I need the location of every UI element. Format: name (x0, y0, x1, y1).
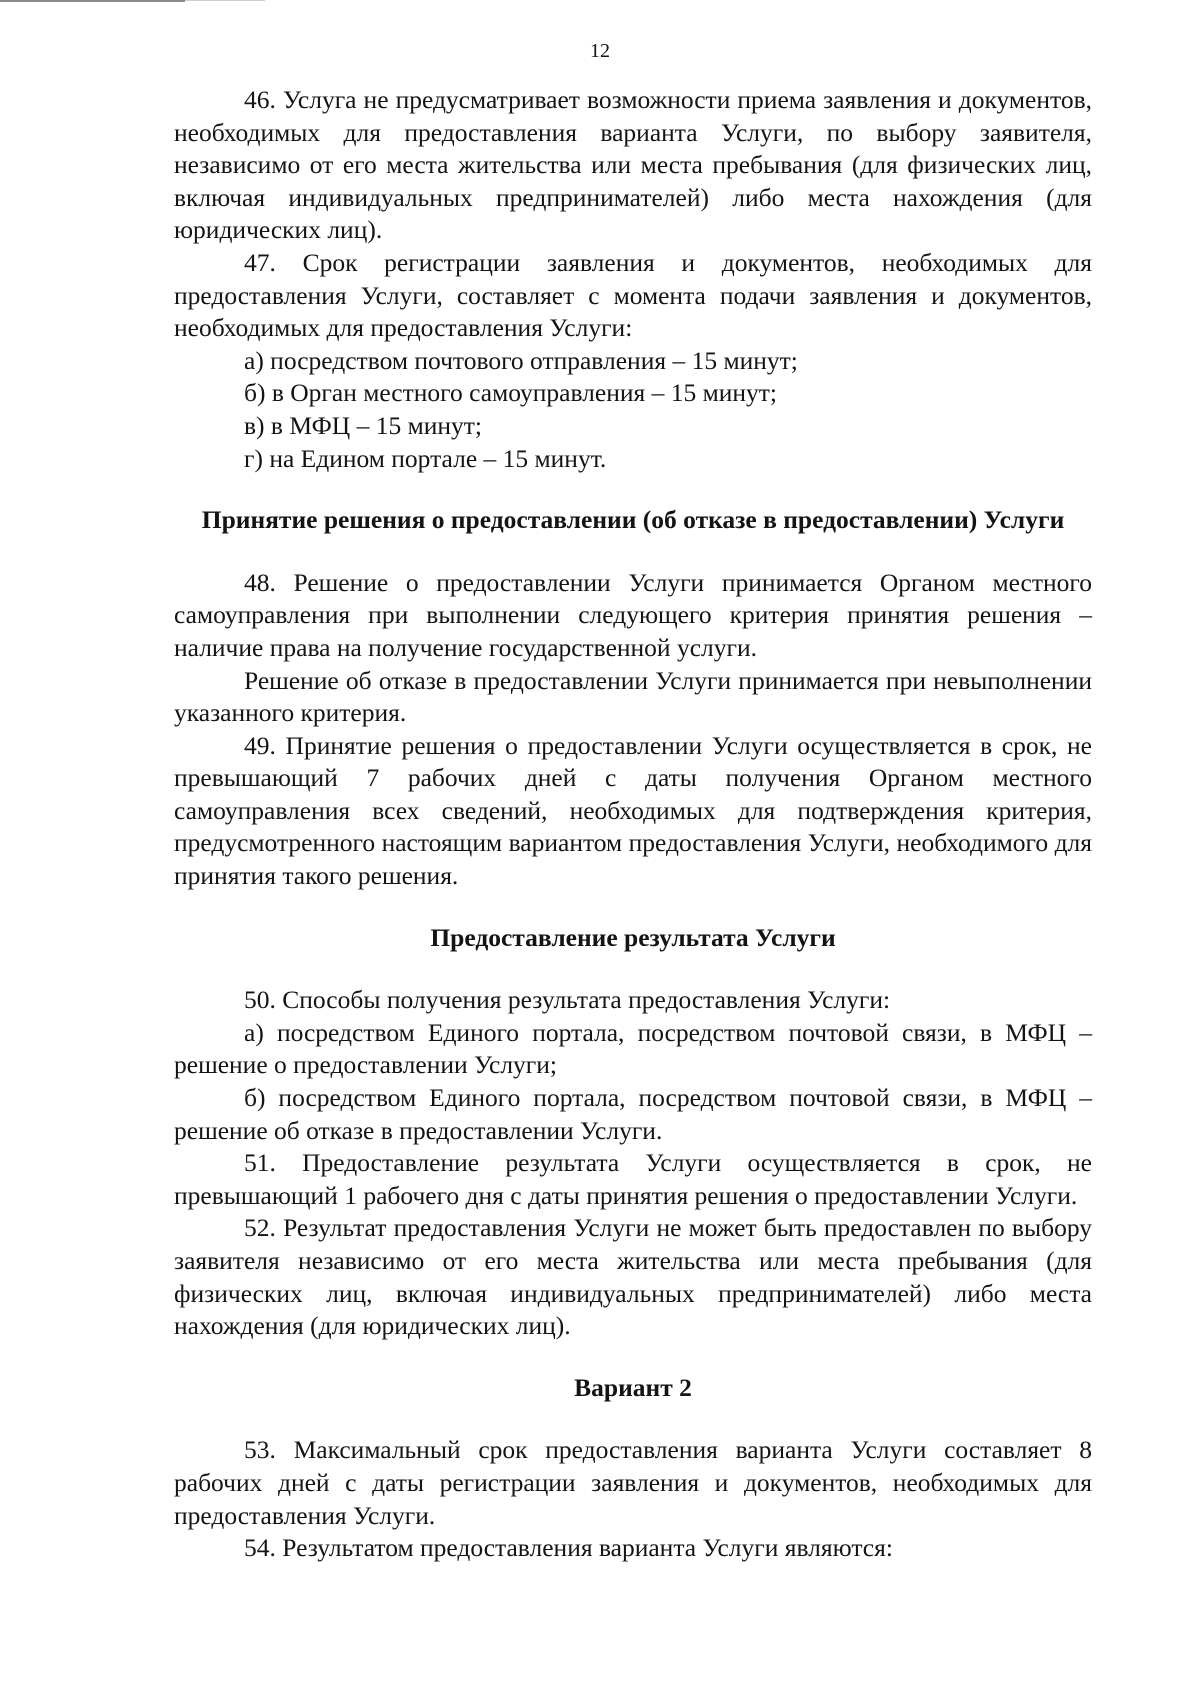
section-heading-variant-2: Вариант 2 (574, 1372, 692, 1402)
paragraph-52: 52. Результат предоставления Услуги не может быть предоставлен по выбору заявителя независимо от его места жительства или места пребывания (для физических лиц, включая индивидуальных предпринимателей) либо места нахождения (для юридических лиц). (174, 1213, 1092, 1341)
paragraph-46: 46. Услуга не предусматривает возможности приема заявления и документов, необходимых для предоставления варианта Услуги, по выбору заявителя, независимо от его места жительства или места пребывания (для физических лиц, включая индивидуальных предпринимателей) либо места нахождения (для юридических лиц). (174, 85, 1092, 245)
list-item-47d: г) на Едином портале – 15 минут. (244, 443, 607, 473)
paragraph-48: 48. Решение о предоставлении Услуги принимается Органом местного самоуправления при выполнении следующего критерия принятия решения – наличие права на получение государственной услуги. (174, 567, 1092, 662)
paragraph-54: 54. Результатом предоставления варианта Услуги являются: (244, 1533, 893, 1563)
scan-edge-line-faint (185, 0, 265, 1)
paragraph-48-refusal: Решение об отказе в предоставлении Услуги принимается при невыполнении указанного критерия. (174, 665, 1092, 728)
paragraph-47: 47. Срок регистрации заявления и документов, необходимых для предоставления Услуги, составляет с момента подачи заявления и документов, необходимых для предоставления Услуги: (174, 247, 1092, 343)
paragraph-51: 51. Предоставление результата Услуги осуществляется в срок, не превышающий 1 рабочего дня с даты принятия решения о предоставлении Услуги. (174, 1148, 1092, 1210)
list-item-47a: а) посредством почтового отправления – 15 минут; (244, 345, 798, 375)
section-heading-decision: Принятие решения о предоставлении (об отказе в предоставлении) Услуги (201, 505, 1065, 535)
paragraph-49: 49. Принятие решения о предоставлении Услуги осуществляется в срок, не превышающий 7 рабочих дней с даты получения Органом местного самоуправления всех сведений, необходимых для подтверждения критерия, предусмотренного настоящим вариантом предоставления Услуги, необходимого для принятия такого решения. (174, 730, 1092, 891)
list-item-47c: в) в МФЦ – 15 минут; (244, 410, 483, 440)
list-item-47b: б) в Орган местного самоуправления – 15 минут; (244, 378, 777, 408)
paragraph-50: 50. Способы получения результата предоставления Услуги: (244, 985, 891, 1015)
paragraph-53: 53. Максимальный срок предоставления варианта Услуги составляет 8 рабочих дней с даты регистрации заявления и документов, необходимых для предоставления Услуги. (174, 1435, 1092, 1530)
list-item-50b: б) посредством Единого портала, посредством почтовой связи, в МФЦ – решение об отказе в предоставлении Услуги. (174, 1083, 1092, 1145)
list-item-50a: а) посредством Единого портала, посредством почтовой связи, в МФЦ – решение о предоставлении Услуги; (174, 1017, 1092, 1080)
scan-edge-line (0, 0, 185, 2)
document-body (174, 84, 1092, 1565)
section-heading-result: Предоставление результата Услуги (430, 922, 836, 952)
page-number: 12 (590, 40, 610, 62)
